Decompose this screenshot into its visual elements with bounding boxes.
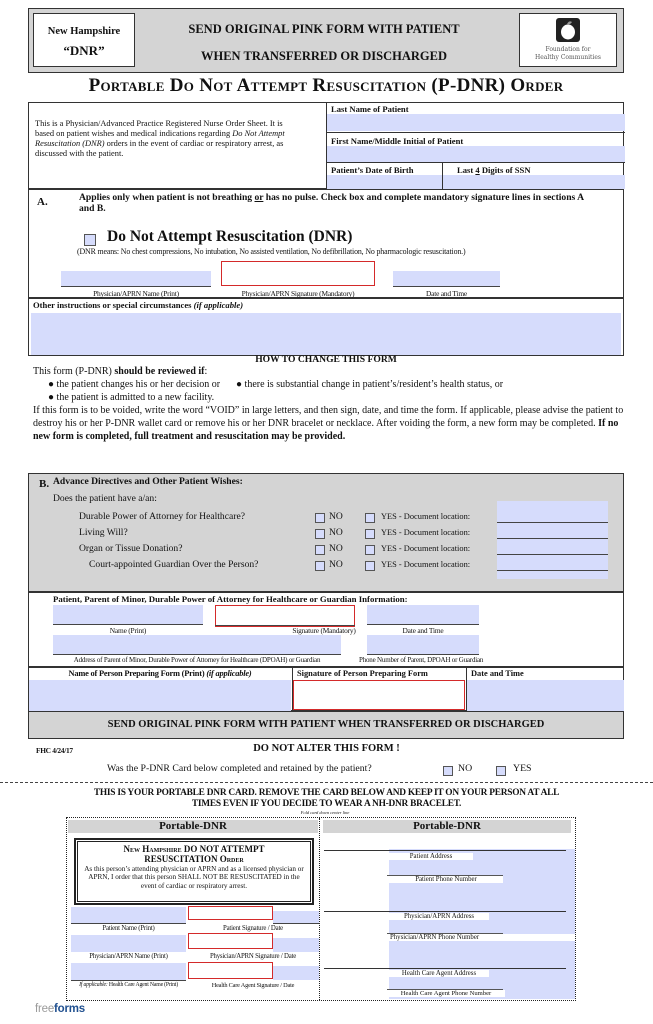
card-agent-name-input[interactable]	[71, 963, 186, 981]
card-physician-name-input[interactable]	[71, 935, 186, 952]
preparer-date-label: Date and Time	[471, 669, 524, 678]
preparer-date-input[interactable]	[467, 680, 624, 711]
how-to-change-heading: HOW TO CHANGE THIS FORM	[255, 354, 397, 365]
guardian-signature-input[interactable]	[215, 605, 355, 627]
card-patient-signature-label: Patient Signature / Date	[223, 925, 283, 932]
dpoah-no-checkbox[interactable]	[315, 513, 325, 523]
card-agent-signature-label: Health Care Agent Signature / Date	[211, 982, 295, 989]
preparer-name-label: Name of Person Preparing Form (Print) (if applicable)	[68, 669, 252, 678]
card-patient-signature-input[interactable]	[188, 906, 273, 920]
card-physician-address-label: Physician/APRN Address	[389, 913, 489, 920]
dnr-checkbox-label: Do Not Attempt Resuscitation (DNR)	[107, 228, 353, 245]
first-name-label: First Name/Middle Initial of Patient	[331, 136, 464, 146]
card-question: Was the P-DNR Card below completed and retained by the patient?	[107, 763, 372, 774]
card-yes-label: YES	[513, 763, 532, 774]
last-name-input[interactable]	[327, 114, 625, 131]
dob-label: Patient’s Date of Birth	[331, 165, 414, 175]
void-instructions: If this form is to be voided, write the word “VOID” in large letters, and then sign, date, and time the form. If applicable, please advise the patient to destroy his or her P-DNR wallet card or remove his or her DNR bracelet or necklace. After voiding the form, a new form may be completed. If no new form is completed, full treatment and resuscitation may be provided.	[33, 405, 624, 442]
order-title: New Hampshire DO NOT ATTEMPT RESUSCITATION Order	[123, 844, 265, 864]
card-patient-name-label: Patient Name (Print)	[102, 925, 155, 932]
order-text: As this person’s attending physician or APRN and as a licensed physician or APRN, I order that this person SHALL NOT BE RESUSCITATED in the event of cardiac or respiratory arrest.	[84, 865, 304, 890]
card-patient-date-input[interactable]	[273, 911, 319, 924]
logo-box	[519, 13, 617, 67]
organ-donation-no-checkbox[interactable]	[315, 545, 325, 555]
dnr-label: “DNR”	[63, 43, 105, 58]
last-name-label: Last Name of Patient	[331, 104, 409, 114]
banner-line-1: SEND ORIGINAL PINK FORM WITH PATIENT	[188, 22, 460, 36]
card-patient-address-label: Patient Address	[389, 853, 473, 860]
card-agent-address-label: Health Care Agent Address	[389, 970, 489, 977]
card-physician-signature-input[interactable]	[188, 933, 273, 949]
guardian-info-box	[28, 592, 624, 667]
section-a-box	[28, 189, 624, 298]
dob-input[interactable]	[327, 175, 442, 189]
dnr-checkbox[interactable]	[84, 234, 96, 246]
review-bullet-3: ● the patient is admitted to a new facility.	[48, 392, 215, 403]
physician-date-input[interactable]	[393, 271, 500, 287]
guardian-name-label: Name (Print)	[109, 626, 147, 635]
section-b-letter: B.	[39, 478, 50, 490]
guardian-yes-checkbox[interactable]	[365, 561, 375, 571]
card-physician-date-input[interactable]	[273, 938, 319, 952]
guardian-address-input[interactable]	[53, 635, 341, 655]
directive-row: Living Will? NO YES - Document location:	[29, 525, 625, 541]
cut-line	[0, 782, 653, 783]
living-will-no-checkbox[interactable]	[315, 529, 325, 539]
physician-name-label: Physician/APRN Name (Print)	[93, 289, 179, 298]
card-instruction-1: THIS IS YOUR PORTABLE DNR CARD. REMOVE THE CARD BELOW AND KEEP IT ON YOUR PERSON AT ALL	[93, 788, 560, 798]
directive-row: Organ or Tissue Donation? NO YES - Document location:	[29, 541, 625, 557]
organ-donation-location-input[interactable]	[497, 542, 608, 555]
apple-icon	[556, 18, 580, 42]
review-bullet-2: ● there is substantial change in patient’s/resident’s health status, or	[236, 379, 504, 390]
footer-banner: SEND ORIGINAL PINK FORM WITH PATIENT WHEN TRANSFERRED OR DISCHARGED	[28, 711, 624, 739]
state-name: New Hampshire	[47, 26, 121, 37]
card-patient-address-input[interactable]	[389, 862, 575, 875]
section-a-instruction: Applies only when patient is not breathing or has no pulse. Check box and complete mandatory signature lines in sections A and B.	[79, 192, 584, 214]
other-instructions-input[interactable]	[31, 313, 621, 355]
guardian-date-input[interactable]	[367, 605, 479, 625]
physician-date-label: Date and Time	[426, 289, 467, 298]
physician-signature-input[interactable]	[221, 261, 375, 286]
other-instructions-label: Other instructions or special circumstances (if applicable)	[33, 300, 244, 310]
guardian-address-label: Address of Parent of Minor, Durable Power of Attorney for Healthcare (DPOAH) or Guardian	[73, 656, 321, 664]
card-physician-phone-label: Physician/APRN Phone Number	[389, 934, 575, 941]
card-physician-signature-label: Physician/APRN Signature / Date	[209, 953, 297, 960]
directive-row: Court-appointed Guardian Over the Person? NO YES - Document location:	[29, 557, 625, 573]
card-left-title: Portable-DNR	[68, 820, 318, 833]
preparer-signature-input[interactable]	[293, 680, 465, 710]
state-box	[33, 13, 135, 67]
card-agent-address-input[interactable]	[389, 979, 575, 989]
do-not-alter-warning: DO NOT ALTER THIS FORM !	[253, 743, 400, 754]
card-yes-checkbox[interactable]	[496, 766, 506, 776]
guardian-signature-label: Signature (Mandatory)	[292, 626, 356, 635]
section-a-letter: A.	[37, 196, 48, 208]
directive-row: Durable Power of Attorney for Healthcare? NO YES - Document location:	[29, 509, 625, 525]
card-no-label: NO	[458, 763, 473, 774]
card-patient-phone-label: Patient Phone Number	[389, 876, 503, 883]
card-physician-address-input[interactable]	[389, 922, 575, 932]
preparer-signature-label: Signature of Person Preparing Form	[297, 669, 428, 678]
intro-text: This is a Physician/Advanced Practice Registered Nurse Order Sheet. It is based on patient wishes and medical indications regarding Do Not Attempt Resuscitation (DNR) orders in the event of cardiac or respiratory arrest, as discussed with the patient.	[35, 119, 285, 158]
section-b-question: Does the patient have a/an:	[53, 493, 157, 504]
guardian-heading: Patient, Parent of Minor, Durable Power of Attorney for Healthcare or Guardian Information:	[53, 594, 408, 604]
ssn-label: Last 4 Digits of SSN	[457, 165, 531, 175]
review-intro: This form (P-DNR) should be reviewed if:	[33, 366, 208, 377]
bullet-icon: ●	[236, 379, 245, 390]
form-version: FHC 4/24/17	[36, 746, 73, 755]
card-physician-phone-input[interactable]	[389, 944, 575, 968]
other-instructions-box	[28, 298, 624, 356]
guardian-phone-label: Phone Number of Parent, DPOAH or Guardian	[359, 656, 484, 664]
header-box	[28, 8, 624, 73]
guardian-name-input[interactable]	[53, 605, 203, 625]
card-right-title: Portable-DNR	[323, 820, 571, 833]
living-will-yes-checkbox[interactable]	[365, 529, 375, 539]
logo-text-2: Healthy Communities	[534, 54, 602, 61]
living-will-location-input[interactable]	[497, 526, 608, 539]
guardian-no-checkbox[interactable]	[315, 561, 325, 571]
card-patient-phone-input[interactable]	[389, 886, 575, 911]
section-b-heading: Advance Directives and Other Patient Wishes:	[53, 476, 243, 487]
freeforms-logo: freeforms	[35, 1003, 85, 1015]
guardian-location-input[interactable]	[497, 558, 608, 571]
card-no-checkbox[interactable]	[443, 766, 453, 776]
card-agent-name-label: If applicable: Health Care Agent Name (Print)	[79, 982, 178, 988]
card-left	[67, 818, 320, 1000]
patient-info-box	[28, 102, 624, 189]
card-agent-signature-input[interactable]	[188, 962, 273, 979]
card-patient-name-input[interactable]	[71, 907, 186, 924]
ssn-input[interactable]	[443, 175, 625, 189]
guardian-date-label: Date and Time	[402, 626, 444, 635]
preparer-name-input[interactable]	[29, 680, 291, 711]
card-physician-name-label: Physician/APRN Name (Print)	[89, 953, 168, 960]
logo-text-1: Foundation for	[545, 46, 591, 53]
banner-line-2: WHEN TRANSFERRED OR DISCHARGED	[201, 49, 447, 63]
section-b-box	[28, 473, 624, 592]
review-bullet-1: ● the patient changes his or her decision or	[48, 379, 221, 390]
order-box	[74, 838, 314, 905]
physician-signature-label: Physician/APRN Signature (Mandatory)	[241, 289, 355, 298]
first-name-input[interactable]	[327, 146, 625, 162]
dpoah-location-input[interactable]	[497, 510, 608, 523]
dpoah-yes-checkbox[interactable]	[365, 513, 375, 523]
card-agent-date-input[interactable]	[273, 966, 319, 980]
physician-name-input[interactable]	[61, 271, 211, 287]
card-right	[321, 818, 575, 1000]
patient-fields	[326, 103, 624, 189]
guardian-phone-input[interactable]	[367, 635, 479, 655]
dnr-means: (DNR means: No chest compressions, No intubation, No assisted ventilation, No defibrillation, No pharmacologic resuscitation.)	[77, 247, 466, 256]
preparer-box	[28, 667, 624, 711]
bullet-icon: ●	[48, 392, 57, 403]
card-instruction-2: TIMES EVEN IF YOU DECIDE TO WEAR A NH-DNR BRACELET.	[191, 799, 462, 809]
page-title: Portable Do Not Attempt Resuscitation (P-DNR) Order	[88, 75, 564, 96]
portable-card	[66, 817, 576, 1001]
fold-note: Fold card down center line	[300, 810, 350, 815]
bullet-icon: ●	[48, 379, 57, 390]
card-agent-phone-label: Health Care Agent Phone Number	[387, 990, 505, 997]
organ-donation-yes-checkbox[interactable]	[365, 545, 375, 555]
